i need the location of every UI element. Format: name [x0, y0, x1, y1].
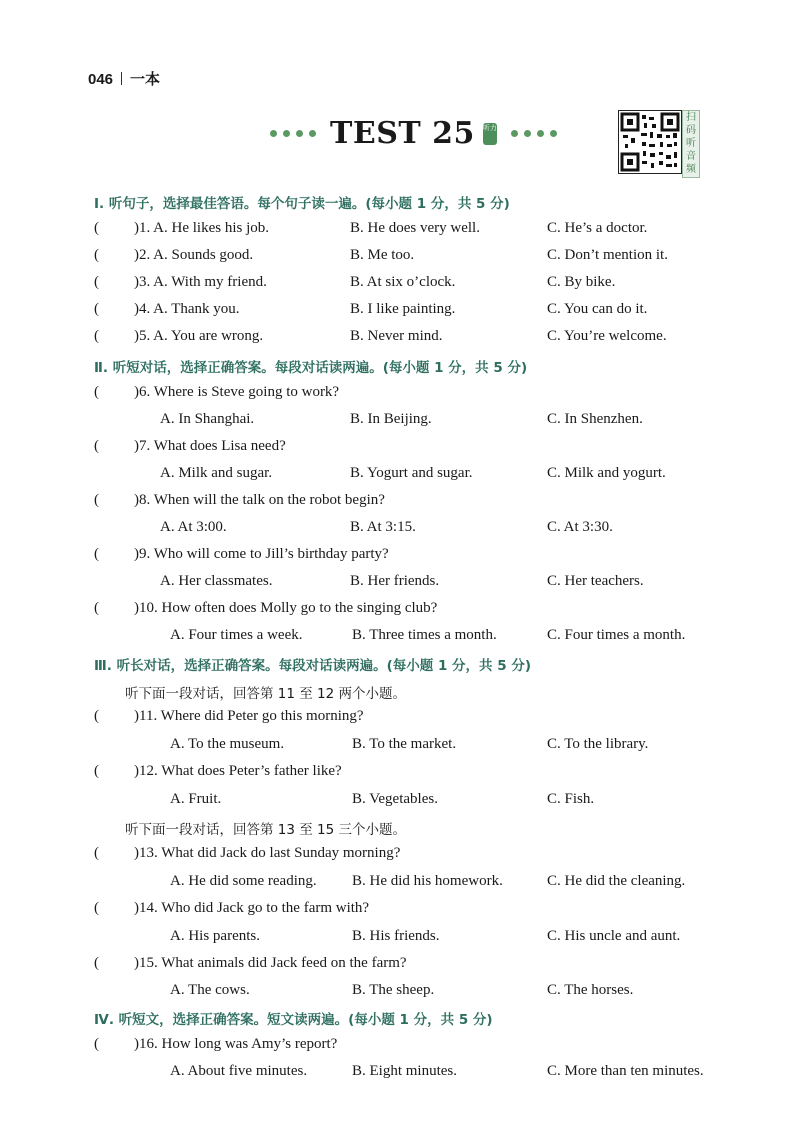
answer-blank[interactable]: ( [94, 708, 99, 724]
option-a: A. In Shanghai. [160, 411, 255, 427]
answer-blank[interactable]: ( [94, 274, 99, 290]
left-dots-decoration [270, 130, 316, 137]
option-c: C. More than ten minutes. [547, 1063, 704, 1079]
option-c: C. In Shenzhen. [547, 411, 643, 427]
question-stem: )4. A. Thank you. [134, 301, 240, 317]
answer-blank[interactable]: ( [94, 1036, 99, 1052]
question-stem: )14. Who did Jack go to the farm with? [134, 900, 370, 916]
option-b: B. At 3:15. [350, 519, 416, 535]
option-b: B. In Beijing. [350, 411, 432, 427]
option-a: A. His parents. [170, 928, 260, 944]
answer-blank[interactable]: ( [94, 900, 99, 916]
option-c: C. Her teachers. [547, 573, 644, 589]
page-header [88, 68, 160, 89]
answer-blank[interactable]: ( [94, 546, 99, 562]
question-stem: )1. A. He likes his job. [134, 220, 269, 236]
option-c: C. To the library. [547, 736, 649, 752]
qr-code-icon[interactable] [618, 110, 682, 174]
option-c: C. Four times a month. [547, 627, 686, 643]
option-c: C. His uncle and aunt. [547, 928, 681, 944]
option-c: C. You’re welcome. [547, 328, 667, 344]
question-stem: )5. A. You are wrong. [134, 328, 264, 344]
option-b: B. Never mind. [350, 328, 443, 344]
option-a: A. The cows. [170, 982, 250, 998]
question-stem: )15. What animals did Jack feed on the farm? [134, 955, 407, 971]
option-b: B. I like painting. [350, 301, 456, 317]
question-stem: )3. A. With my friend. [134, 274, 267, 290]
answer-blank[interactable]: ( [94, 301, 99, 317]
option-b: B. Yogurt and sugar. [350, 465, 473, 481]
option-c: C. Milk and yogurt. [547, 465, 666, 481]
option-b: B. At six o’clock. [350, 274, 456, 290]
answer-blank[interactable]: ( [94, 220, 99, 236]
question-stem: )13. What did Jack do last Sunday morning? [134, 845, 401, 861]
option-c: C. You can do it. [547, 301, 648, 317]
question-stem: )11. Where did Peter go this morning? [134, 708, 364, 724]
section-heading-4: Ⅳ. 听短文，选择正确答案。短文读两遍。(每小题 1 分，共 5 分) [94, 1012, 493, 1028]
question-stem: )6. Where is Steve going to work? [134, 384, 340, 400]
answer-blank[interactable]: ( [94, 845, 99, 861]
brand-label: 一本 [130, 71, 161, 88]
section-heading-3: Ⅲ. 听长对话，选择正确答案。每段对话读两遍。(每小题 1 分，共 5 分) [94, 658, 532, 674]
question-stem: )2. A. Sounds good. [134, 247, 254, 263]
option-c: C. Fish. [547, 791, 595, 807]
question-stem: )16. How long was Amy’s report? [134, 1036, 338, 1052]
answer-blank[interactable]: ( [94, 600, 99, 616]
section-heading-1: Ⅰ. 听句子，选择最佳答语。每个句子读一遍。(每小题 1 分，共 5 分) [94, 196, 510, 212]
option-b: B. Her friends. [350, 573, 440, 589]
option-b: B. Vegetables. [352, 791, 438, 807]
option-c: C. He’s a doctor. [547, 220, 648, 236]
option-a: A. Four times a week. [170, 627, 303, 643]
question-stem: )8. When will the talk on the robot begin? [134, 492, 385, 508]
question-stem: )7. What does Lisa need? [134, 438, 286, 454]
question-stem: )10. How often does Molly go to the singing club? [134, 600, 438, 616]
scan-to-listen-label: 扫 码 听 音 频 [682, 110, 700, 178]
dialogue-note-1: 听下面一段对话，回答第 11 至 12 两个小题。 [125, 686, 407, 702]
answer-blank[interactable]: ( [94, 438, 99, 454]
option-a: A. Fruit. [170, 791, 222, 807]
option-c: C. The horses. [547, 982, 634, 998]
option-b: B. Three times a month. [352, 627, 497, 643]
answer-blank[interactable]: ( [94, 492, 99, 508]
option-a: A. About five minutes. [170, 1063, 308, 1079]
option-b: B. He does very well. [350, 220, 480, 236]
option-b: B. His friends. [352, 928, 440, 944]
option-b: B. To the market. [352, 736, 457, 752]
option-a: A. At 3:00. [160, 519, 227, 535]
answer-blank[interactable]: ( [94, 328, 99, 344]
test-title-row [270, 116, 557, 151]
option-b: B. Eight minutes. [352, 1063, 457, 1079]
option-c: C. By bike. [547, 274, 616, 290]
page-number: 046 [88, 71, 114, 88]
option-c: C. He did the cleaning. [547, 873, 686, 889]
option-a: A. Her classmates. [160, 573, 273, 589]
option-b: B. The sheep. [352, 982, 435, 998]
answer-blank[interactable]: ( [94, 955, 99, 971]
answer-blank[interactable]: ( [94, 763, 99, 779]
option-a: A. To the museum. [170, 736, 285, 752]
test-title: TEST 25 [330, 116, 475, 151]
listening-badge: 听力 [483, 123, 497, 145]
section-heading-2: Ⅱ. 听短对话，选择正确答案。每段对话读两遍。(每小题 1 分，共 5 分) [94, 360, 528, 376]
answer-blank[interactable]: ( [94, 247, 99, 263]
right-dots-decoration [511, 130, 557, 137]
option-c: C. Don’t mention it. [547, 247, 668, 263]
header-divider [121, 72, 122, 85]
answer-blank[interactable]: ( [94, 384, 99, 400]
option-b: B. He did his homework. [352, 873, 503, 889]
option-b: B. Me too. [350, 247, 415, 263]
option-a: A. Milk and sugar. [160, 465, 273, 481]
option-a: A. He did some reading. [170, 873, 317, 889]
question-stem: )12. What does Peter’s father like? [134, 763, 342, 779]
option-c: C. At 3:30. [547, 519, 613, 535]
question-stem: )9. Who will come to Jill’s birthday party? [134, 546, 389, 562]
dialogue-note-2: 听下面一段对话，回答第 13 至 15 三个小题。 [125, 822, 407, 838]
